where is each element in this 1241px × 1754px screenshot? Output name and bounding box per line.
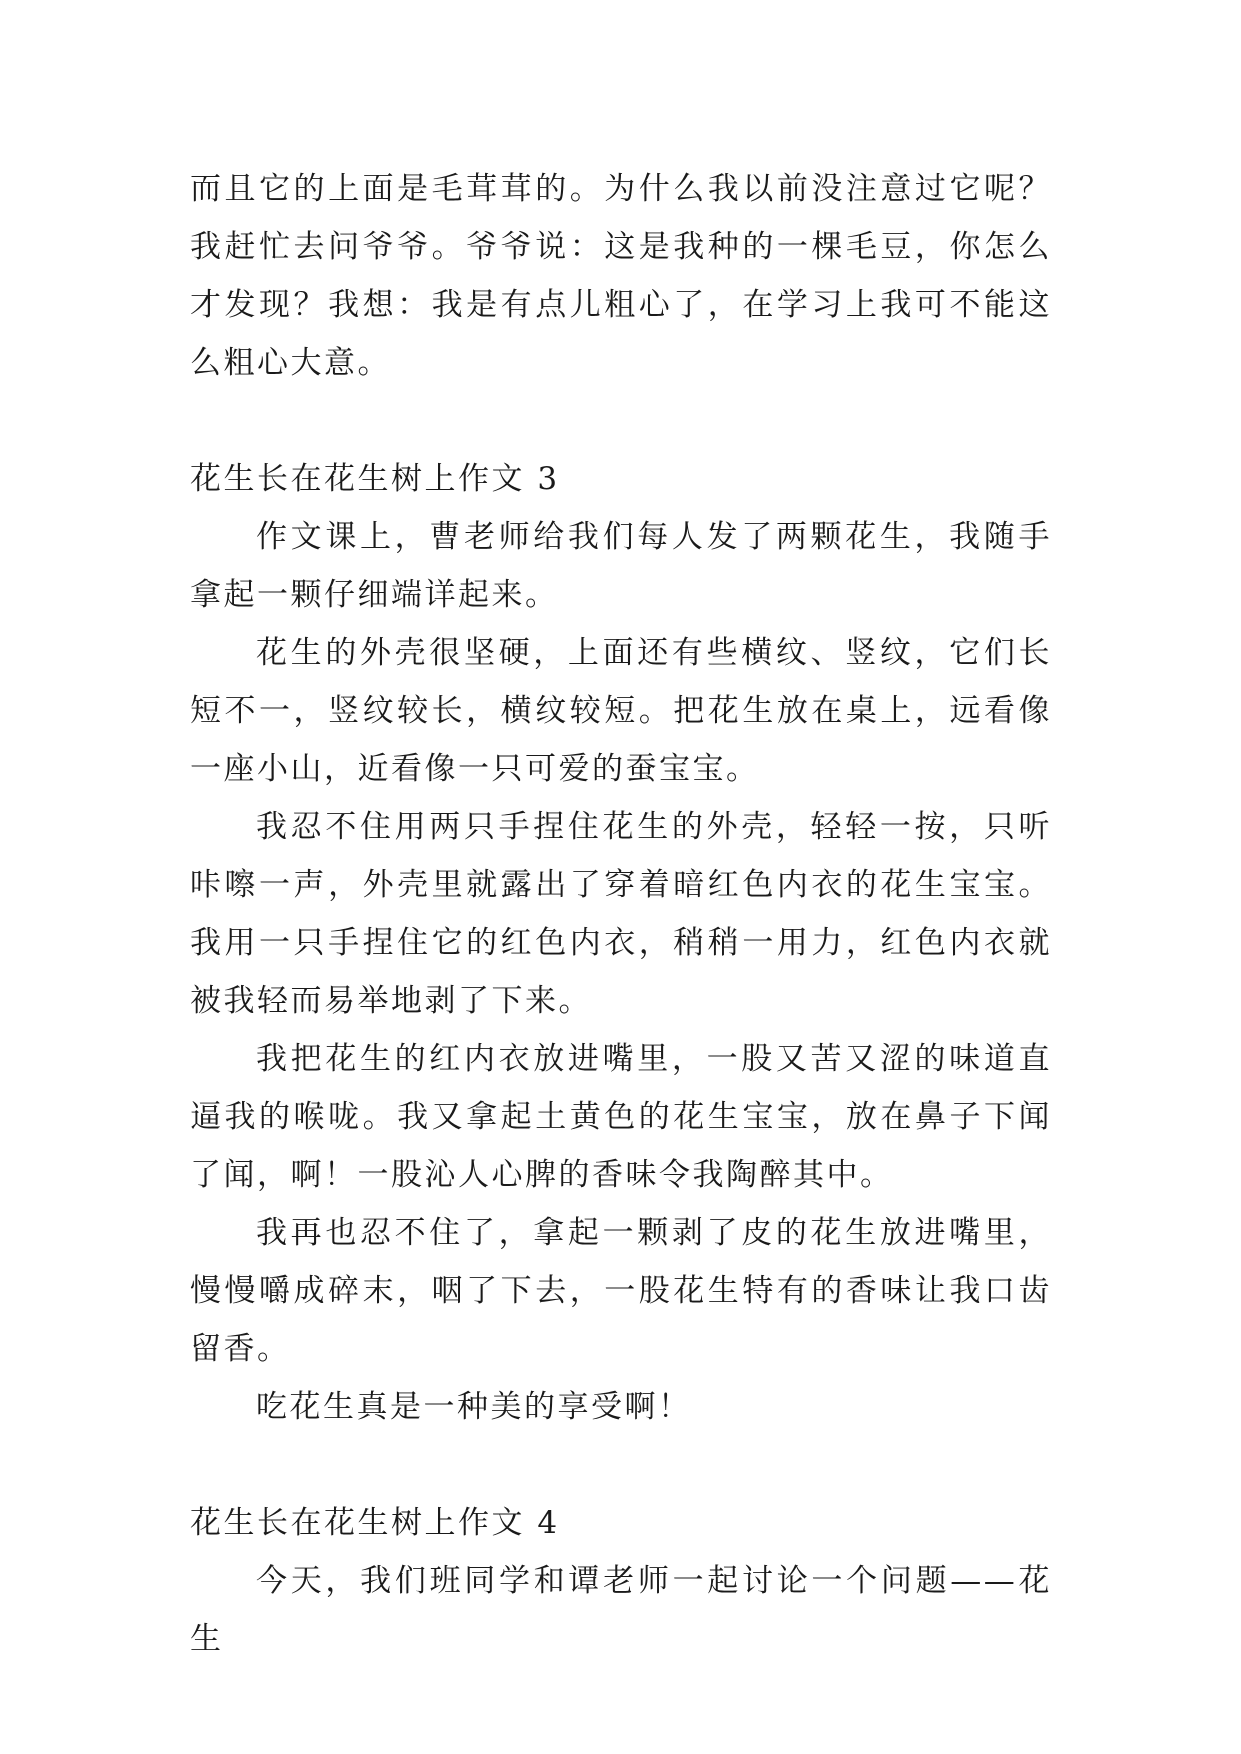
paragraph-3-4: 我把花生的红内衣放进嘴里，一股又苦又涩的味道直逼我的喉咙。我又拿起土黄色的花生宝宝，放在鼻子下闻了闻，啊！一股沁人心脾的香味令我陶醉其中。 xyxy=(190,1041,1052,1193)
paragraph-3-3: 我忍不住用两只手捏住花生的外壳，轻轻一按，只听咔嚓一声，外壳里就露出了穿着暗红色内衣的花生宝宝。我用一只手捏住它的红色内衣，稍稍一用力，红色内衣就被我轻而易举地剥了下来。 xyxy=(190,809,1052,1019)
section-heading-3: 花生长在花生树上作文 3 xyxy=(190,461,560,497)
paragraph-4-1: 今天，我们班同学和谭老师一起讨论一个问题——花生 xyxy=(190,1563,1052,1657)
document-page xyxy=(190,160,1052,1668)
section-heading-4: 花生长在花生树上作文 4 xyxy=(190,1505,560,1541)
paragraph-3-1: 作文课上，曹老师给我们每人发了两颗花生，我随手拿起一颗仔细端详起来。 xyxy=(190,519,1052,613)
paragraph-intro-continuation: 而且它的上面是毛茸茸的。为什么我以前没注意过它呢？我赶忙去问爷爷。爷爷说：这是我种的一棵毛豆，你怎么才发现？我想：我是有点儿粗心了，在学习上我可不能这么粗心大意。 xyxy=(190,171,1052,381)
paragraph-3-6: 吃花生真是一种美的享受啊！ xyxy=(256,1389,692,1425)
section-spacer xyxy=(190,1436,1052,1494)
paragraph-3-5: 我再也忍不住了，拿起一颗剥了皮的花生放进嘴里，慢慢嚼成碎末，咽了下去，一股花生特有的香味让我口齿留香。 xyxy=(190,1215,1052,1367)
section-spacer xyxy=(190,392,1052,450)
paragraph-3-2: 花生的外壳很坚硬，上面还有些横纹、竖纹，它们长短不一，竖纹较长，横纹较短。把花生放在桌上，远看像一座小山，近看像一只可爱的蚕宝宝。 xyxy=(190,635,1052,787)
